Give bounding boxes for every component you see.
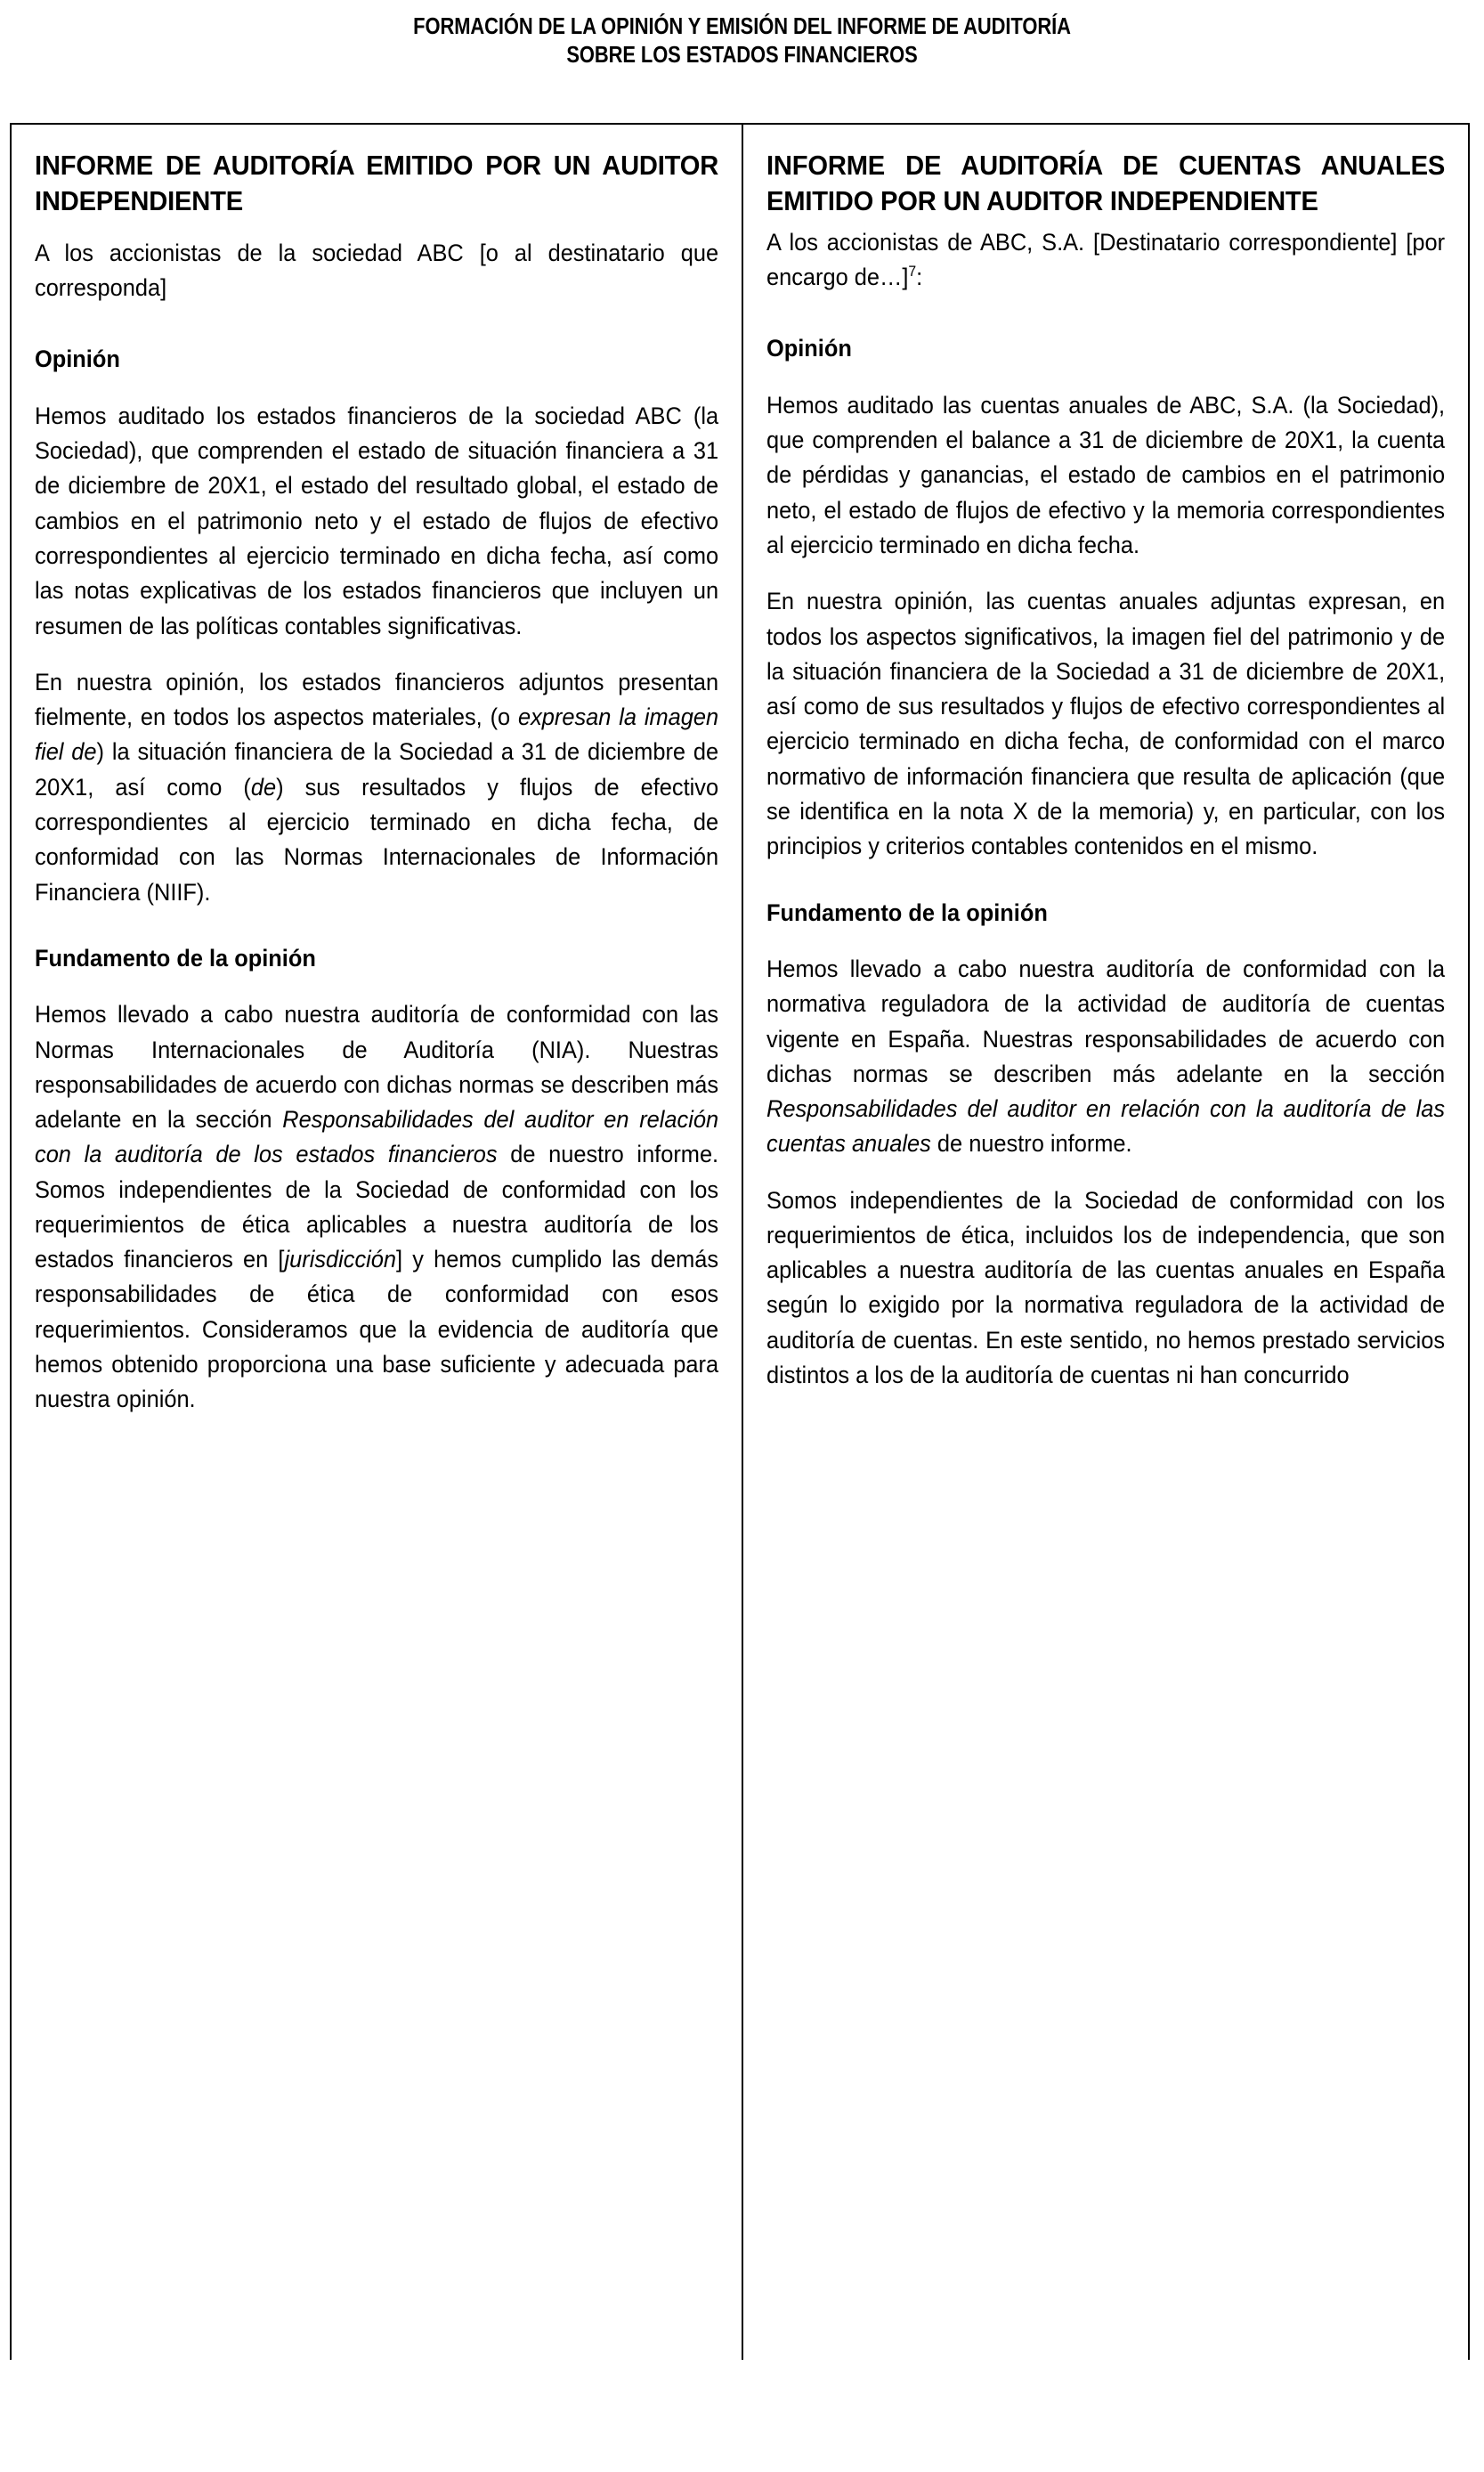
emphasis-de: de	[250, 773, 277, 801]
right-addressee-suffix: :	[916, 264, 923, 290]
footnote-marker-7: 7	[908, 263, 917, 280]
table-column-international-model	[12, 125, 743, 2360]
emphasis-seccion-responsabilidades-left: Responsabilidades del auditor en relación con la auditoría de los estados financieros	[35, 1106, 719, 1168]
page-title-line-1: FORMACIÓN DE LA OPINIÓN Y EMISIÓN DEL INFORME DE AUDITORÍA	[413, 14, 1071, 39]
left-fundamento-paragraph-1: Hemos llevado a cabo nuestra auditoría de conformidad con las Normas Internacionales de Auditoría (NIA). Nuestras responsabilidades de acuerdo con dichas normas se describen más adelante en la sección Responsabilidades del auditor en relación con la auditoría de los estados financieros de nuestro informe. Somos independientes de la Sociedad de conformidad con los requerimientos de ética aplicables a nuestra auditoría de los estados financieros en [jurisdicción] y hemos cumplido las demás responsabilidades de ética de conformidad con esos requerimientos. Consideramos que la evidencia de auditoría que hemos obtenido proporciona una base suficiente y adecuada para nuestra opinión.	[35, 1001, 719, 1413]
audit-report-comparison-table	[10, 123, 1470, 2360]
right-fundamento-paragraph-1: Hemos llevado a cabo nuestra auditoría de conformidad con la normativa reguladora de la actividad de auditoría de cuentas vigente en España. Nuestras responsabilidades de acuerdo con dichas normas se describen más adelante en la sección Responsabilidades del auditor en relación con la auditoría de las cuentas anuales de nuestro informe.	[766, 955, 1446, 1158]
left-addressee: A los accionistas de la sociedad ABC [o al destinatario que corresponda]	[35, 239, 719, 301]
left-section-heading-fundamento: Fundamento de la opinión	[35, 944, 316, 972]
right-opinion-paragraph-1: Hemos auditado las cuentas anuales de ABC, S.A. (la Sociedad), que comprenden el balance a 31 de diciembre de 20X1, la cuenta de pérdidas y ganancias, el estado de cambios en el patrimonio neto, el estado de flujos de efectivo y la memoria correspondientes al ejercicio terminado en dicha fecha.	[766, 391, 1446, 558]
right-addressee-text: A los accionistas de ABC, S.A. [Destinatario correspondiente] [por encargo de…]	[766, 228, 1446, 290]
emphasis-jurisdiccion: jurisdicción	[284, 1246, 397, 1273]
left-opinion-paragraph-1: Hemos auditado los estados financieros de la sociedad ABC (la Sociedad), que comprenden el estado de situación financiera a 31 de diciembre de 20X1, el estado del resultado global, el estado de cambios en el patrimonio neto y el estado de flujos de efectivo correspondientes al ejercicio terminado en dicha fecha, así como las notas explicativas de los estados financieros que incluyen un resumen de las políticas contables significativas.	[35, 402, 719, 639]
emphasis-seccion-responsabilidades-right: Responsabilidades del auditor en relación con la auditoría de las cuentas anuales	[766, 1095, 1446, 1158]
page-title	[104, 12, 1381, 69]
right-opinion-paragraph-2: En nuestra opinión, las cuentas anuales adjuntas expresan, en todos los aspectos significativos, la imagen fiel del patrimonio y de la situación financiera de la Sociedad a 31 de diciembre de 20X1, así como de sus resultados y flujos de efectivo correspondientes al ejercicio terminado en dicha fecha, de conformidad con el marco normativo de información financiera que resulta de aplicación (que se identifica en la nota X de la memoria) y, en particular, con los principios y criterios contables contenidos en el mismo.	[766, 588, 1446, 860]
left-model-title: INFORME DE AUDITORÍA EMITIDO POR UN AUDITOR INDEPENDIENTE	[35, 150, 719, 217]
left-section-heading-opinion: Opinión	[35, 346, 120, 373]
right-model-title: INFORME DE AUDITORÍA DE CUENTAS ANUALES EMITIDO POR UN AUDITOR INDEPENDIENTE	[766, 150, 1446, 217]
right-addressee	[766, 225, 1445, 296]
left-opinion-paragraph-2: En nuestra opinión, los estados financieros adjuntos presentan fielmente, en todos los aspectos materiales, (o expresan la imagen fiel de) la situación financiera de la Sociedad a 31 de diciembre de 20X1, así como (de) sus resultados y flujos de efectivo correspondientes al ejercicio terminado en dicha fecha, de conformidad con las Normas Internacionales de Información Financiera (NIIF).	[35, 668, 719, 906]
page-title-line-2: SOBRE LOS ESTADOS FINANCIEROS	[566, 43, 918, 69]
right-section-heading-opinion: Opinión	[766, 335, 852, 362]
right-fundamento-paragraph-2: Somos independientes de la Sociedad de conformidad con los requerimientos de ética, incluidos los de independencia, que son aplicables a nuestra auditoría de las cuentas anuales en España según lo exigido por la normativa reguladora de la actividad de auditoría de cuentas. En este sentido, no hemos prestado servicios distintos a los de la auditoría de cuentas ni han concurrido	[766, 1186, 1446, 1389]
table-column-spanish-model	[743, 125, 1468, 2360]
right-section-heading-fundamento: Fundamento de la opinión	[766, 899, 1048, 926]
emphasis-expresan-imagen-fiel: expresan la imagen fiel de	[35, 703, 719, 766]
